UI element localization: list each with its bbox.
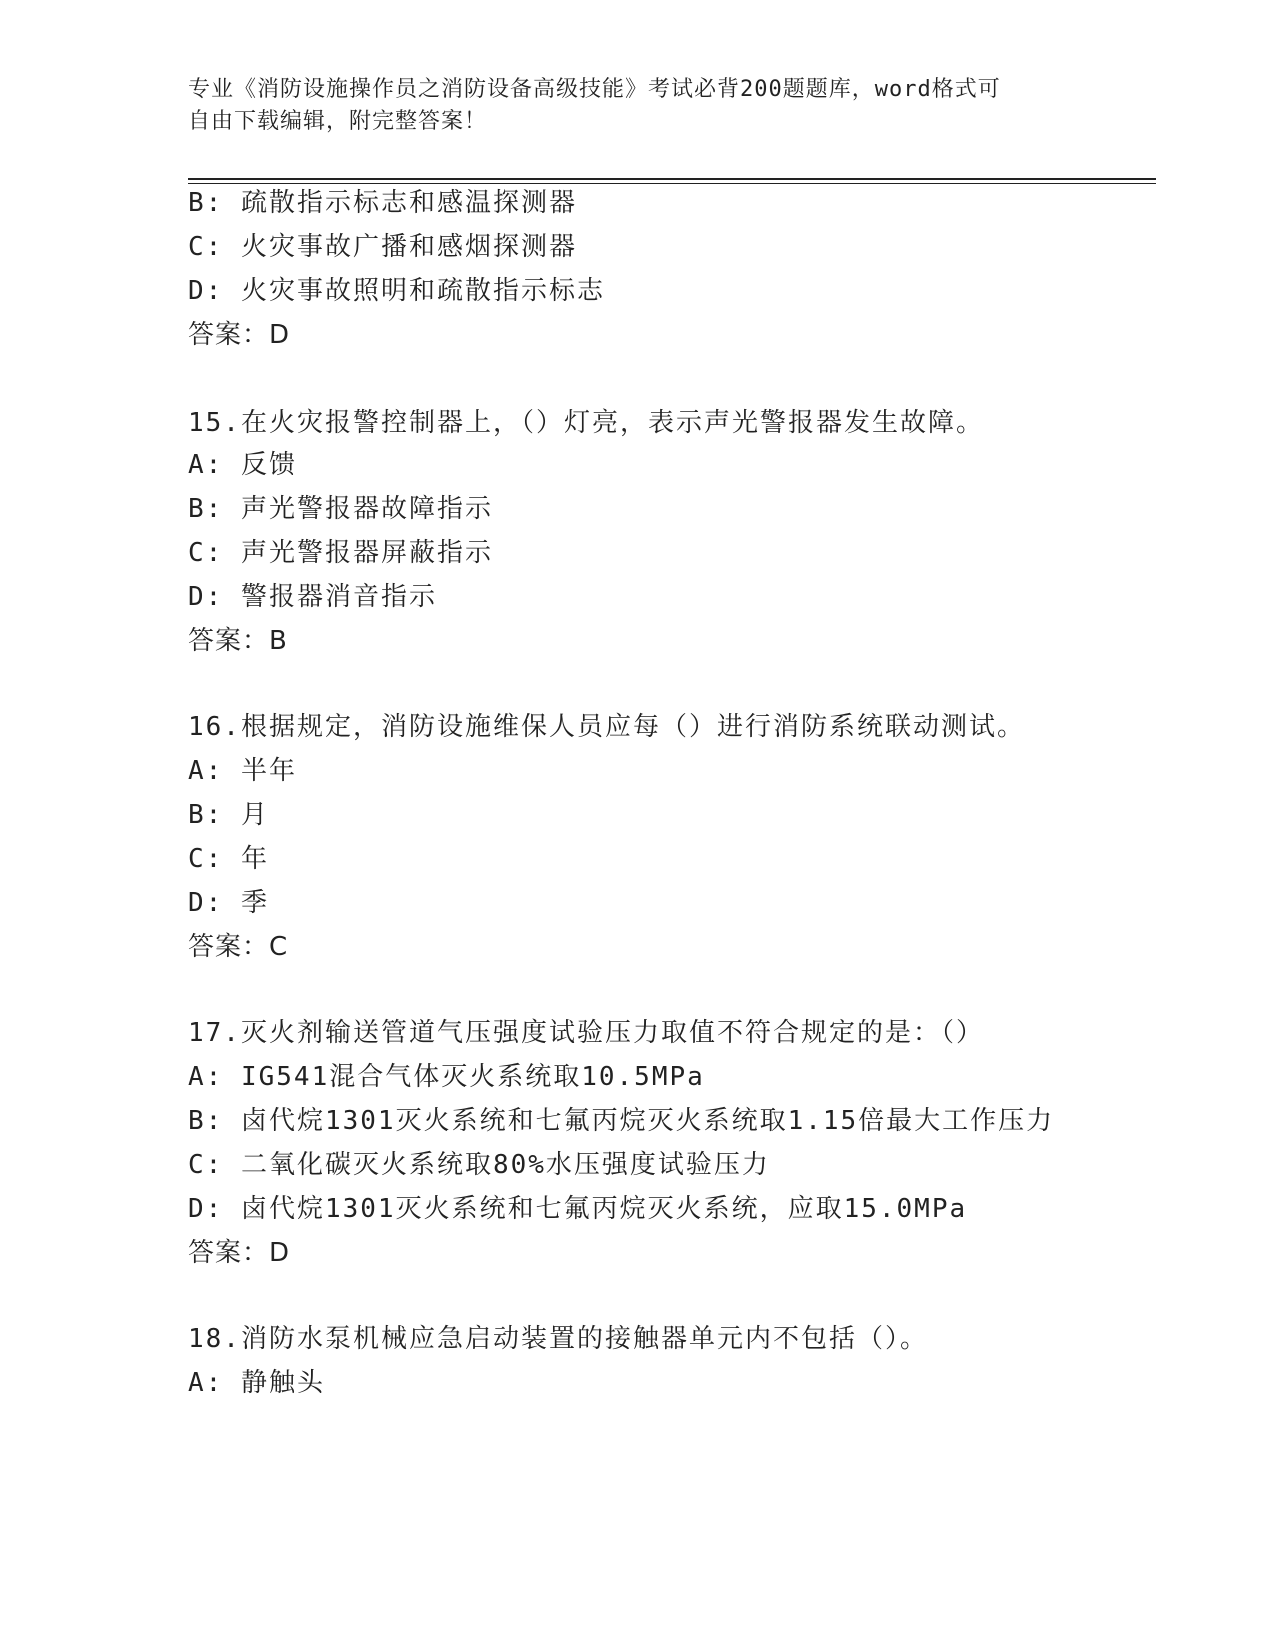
- q16-stem: 16.根据规定，消防设施维保人员应每（）进行消防系统联动测试。: [188, 712, 1025, 742]
- q18-stem: 18.消防水泵机械应急启动装置的接触器单元内不包括（）。: [188, 1324, 928, 1354]
- q14-option-d: D: 火灾事故照明和疏散指示标志: [188, 276, 605, 306]
- q16-option-a: A: 半年: [188, 756, 297, 786]
- q14-option-c: C: 火灾事故广播和感烟探测器: [188, 232, 577, 262]
- q17-answer: 答案：D: [188, 1238, 291, 1268]
- q16-answer: 答案：C: [188, 932, 289, 962]
- q15-option-d: D: 警报器消音指示: [188, 582, 437, 612]
- page-header: [188, 74, 1068, 138]
- q15-option-c: C: 声光警报器屏蔽指示: [188, 538, 493, 568]
- header-divider-thin: [188, 183, 1156, 184]
- header-title-line-1: 专业《消防设施操作员之消防设备高级技能》考试必背200题题库，word格式可: [188, 77, 1001, 102]
- q17-option-d: D: 卤代烷1301灭火系统和七氟丙烷灭火系统，应取15.0MPa: [188, 1194, 968, 1224]
- q16-option-b: B: 月: [188, 800, 269, 830]
- q16-option-c: C: 年: [188, 844, 269, 874]
- q15-option-a: A: 反馈: [188, 450, 297, 480]
- q15-answer: 答案：B: [188, 626, 288, 656]
- q14-answer: 答案：D: [188, 320, 291, 350]
- q15-option-b: B: 声光警报器故障指示: [188, 494, 493, 524]
- q14-option-b: B: 疏散指示标志和感温探测器: [188, 188, 577, 218]
- q17-option-b: B: 卤代烷1301灭火系统和七氟丙烷灭火系统取1.15倍最大工作压力: [188, 1106, 1055, 1136]
- q17-option-c: C: 二氧化碳灭火系统取80%水压强度试验压力: [188, 1150, 770, 1180]
- q17-option-a: A: IG541混合气体灭火系统取10.5MPa: [188, 1062, 705, 1092]
- q17-stem: 17.灭火剂输送管道气压强度试验压力取值不符合规定的是：（）: [188, 1018, 984, 1048]
- q15-stem: 15.在火灾报警控制器上，（）灯亮，表示声光警报器发生故障。: [188, 408, 984, 438]
- header-divider-thick: [188, 178, 1156, 180]
- q18-option-a: A: 静触头: [188, 1368, 325, 1398]
- header-title-line-2: 自由下载编辑，附完整答案！: [188, 109, 488, 134]
- q16-option-d: D: 季: [188, 888, 269, 918]
